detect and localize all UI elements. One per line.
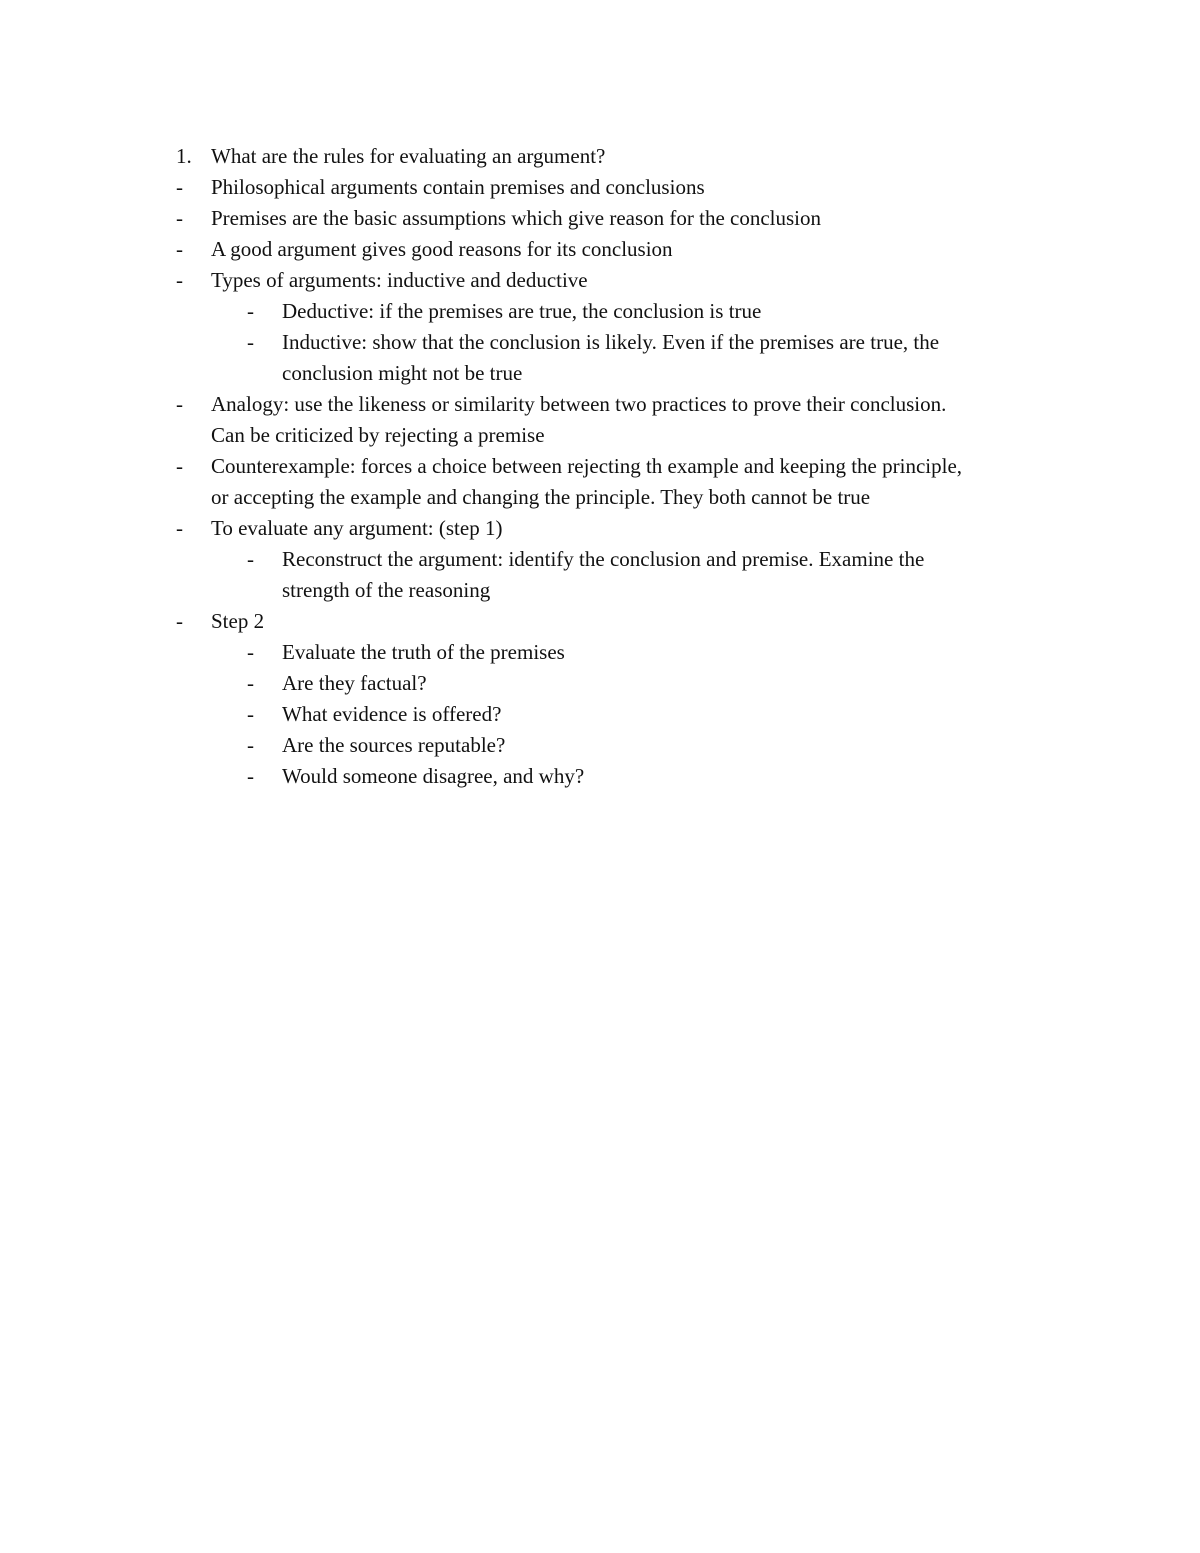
dash-bullet: - bbox=[247, 299, 254, 323]
list-item bbox=[0, 172, 1200, 203]
dash-bullet: - bbox=[247, 330, 254, 354]
sub-list-item-continuation bbox=[0, 575, 1200, 606]
list-item-text: strength of the reasoning bbox=[282, 578, 491, 602]
list-item-text: To evaluate any argument: (step 1) bbox=[211, 516, 503, 540]
list-item-text: Evaluate the truth of the premises bbox=[282, 640, 565, 664]
dash-bullet: - bbox=[176, 454, 183, 478]
list-item-text: or accepting the example and changing the principle. They both cannot be true bbox=[211, 485, 871, 509]
list-item bbox=[0, 451, 1200, 482]
dash-bullet: - bbox=[247, 733, 254, 757]
dash-bullet: - bbox=[176, 516, 183, 540]
sub-list-item bbox=[0, 544, 1200, 575]
list-item-text: Step 2 bbox=[211, 609, 265, 633]
list-item bbox=[0, 606, 1200, 637]
list-item bbox=[0, 265, 1200, 296]
list-item-text: Types of arguments: inductive and deductive bbox=[211, 268, 588, 292]
dash-bullet: - bbox=[247, 764, 254, 788]
dash-bullet: - bbox=[247, 702, 254, 726]
dash-bullet: - bbox=[247, 671, 254, 695]
list-item-continuation bbox=[0, 482, 1200, 513]
list-item bbox=[0, 141, 1200, 172]
list-item bbox=[0, 203, 1200, 234]
list-item-text: Are they factual? bbox=[282, 671, 427, 695]
list-item-text: Are the sources reputable? bbox=[282, 733, 506, 757]
list-number: 1. bbox=[176, 144, 192, 168]
list-item-text: Deductive: if the premises are true, the conclusion is true bbox=[282, 299, 762, 323]
dash-bullet: - bbox=[176, 609, 183, 633]
sub-list-item bbox=[0, 637, 1200, 668]
sub-list-item bbox=[0, 668, 1200, 699]
list-item-text: Reconstruct the argument: identify the conclusion and premise. Examine the bbox=[282, 547, 925, 571]
list-item bbox=[0, 389, 1200, 420]
sub-list-item bbox=[0, 327, 1200, 358]
list-item-text: A good argument gives good reasons for its conclusion bbox=[211, 237, 673, 261]
dash-bullet: - bbox=[176, 206, 183, 230]
dash-bullet: - bbox=[176, 237, 183, 261]
list-item bbox=[0, 513, 1200, 544]
list-item-text: Analogy: use the likeness or similarity between two practices to prove their conclusion. bbox=[211, 392, 947, 416]
list-item-text: Premises are the basic assumptions which give reason for the conclusion bbox=[211, 206, 822, 230]
dash-bullet: - bbox=[247, 547, 254, 571]
list-item bbox=[0, 234, 1200, 265]
dash-bullet: - bbox=[176, 268, 183, 292]
list-item-text: conclusion might not be true bbox=[282, 361, 523, 385]
sub-list-item bbox=[0, 699, 1200, 730]
list-item-text: Would someone disagree, and why? bbox=[282, 764, 585, 788]
dash-bullet: - bbox=[176, 175, 183, 199]
list-item-continuation bbox=[0, 420, 1200, 451]
dash-bullet: - bbox=[247, 640, 254, 664]
list-item-text: Can be criticized by rejecting a premise bbox=[211, 423, 545, 447]
sub-list-item-continuation bbox=[0, 358, 1200, 389]
list-item-text: Counterexample: forces a choice between rejecting th example and keeping the principle, bbox=[211, 454, 963, 478]
list-item-text: Inductive: show that the conclusion is likely. Even if the premises are true, the bbox=[282, 330, 940, 354]
sub-list-item bbox=[0, 730, 1200, 761]
list-item-text: What are the rules for evaluating an argument? bbox=[211, 144, 606, 168]
list-item-text: What evidence is offered? bbox=[282, 702, 502, 726]
notes-list bbox=[0, 141, 1200, 792]
dash-bullet: - bbox=[176, 392, 183, 416]
list-item-text: Philosophical arguments contain premises and conclusions bbox=[211, 175, 705, 199]
sub-list-item bbox=[0, 296, 1200, 327]
sub-list-item bbox=[0, 761, 1200, 792]
